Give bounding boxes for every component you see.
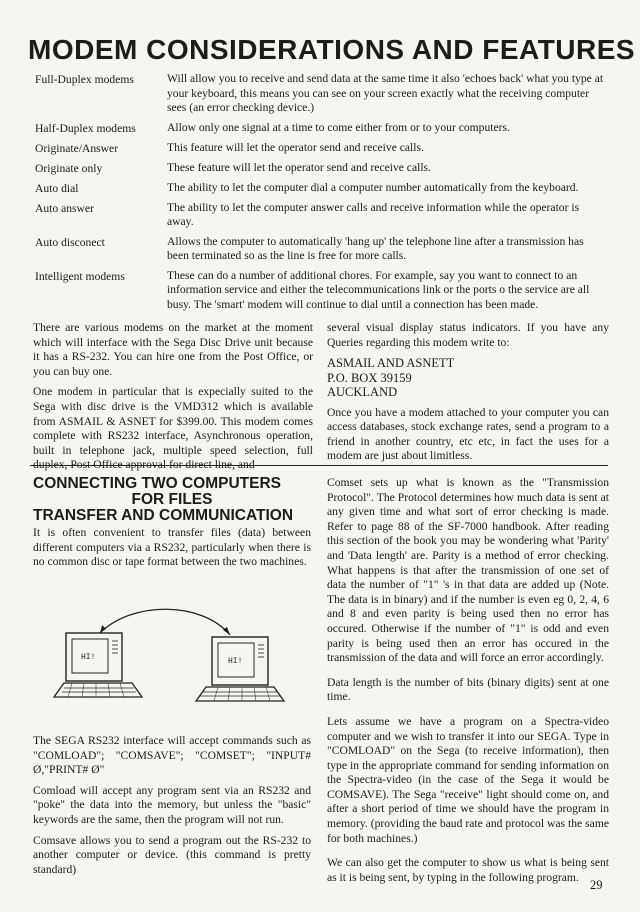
connection-arc	[100, 609, 230, 635]
feature-description: Will allow you to receive and send data at the same time it also 'echoes back' what you type at your keyboard, this means you can see on your screen exactly what the receiving computer sees (an error checking device.)	[167, 72, 604, 114]
feature-term: Auto dial	[35, 181, 79, 195]
feature-description: These feature will let the operator send and receive calls.	[167, 160, 431, 174]
section-intro	[33, 526, 311, 576]
lower-right-column	[327, 476, 609, 891]
feature-description: This feature will let the operator send and receive calls.	[167, 140, 424, 154]
feature-row	[35, 121, 607, 136]
features-table	[35, 72, 607, 317]
feature-term: Intelligent modems	[35, 269, 125, 283]
page-title: MODEM CONSIDERATIONS AND FEATURES	[28, 34, 636, 65]
computer-left-icon	[54, 633, 142, 697]
feature-row	[35, 72, 607, 116]
paragraph: One modem in particular that is expecially suited to the Sega with disc drive is the VMD312 which is available from ASMAIL & ASNET for $399.00. This modem comes complete with RS232 interface, Asynchronous operation, built in telephone jack, multiple speed selection, full duplex, Post Office approval for direct line, and	[33, 385, 313, 472]
paragraph: We can also get the computer to show us what is being sent as it is being sent, by typing in the following program.	[327, 856, 609, 884]
feature-description: These can do a number of additional chores. For example, say you want to connect to an information service and either the telecommunications link or the ports o the service are all busy. The 'smart' modem will continue to dial until a connection has been made.	[167, 268, 590, 311]
screen-text: HI!	[228, 657, 243, 666]
section-divider	[30, 465, 608, 466]
paragraph: The SEGA RS232 interface will accept commands such as "COMLOAD"; "COMSAVE"; "COMSET"; "INPUT# Ø,"PRINT# Ø"	[33, 734, 311, 777]
feature-description: The ability to let the computer answer calls and receive information while the operator is away.	[167, 200, 580, 228]
upper-left-column	[33, 321, 313, 479]
screen-text: HI!	[81, 653, 96, 662]
feature-term: Auto disconect	[35, 235, 105, 249]
lower-left-column	[33, 734, 311, 883]
feature-term: Full-Duplex modems	[35, 73, 134, 86]
section-title	[33, 476, 311, 524]
paragraph: Comset sets up what is known as the "Transmission Protocol". The Protocol determines how much data is sent at any given time and what sort of error checking is made. Refer to page 88 of the SF-7000 handbook. After reading this section of the book you may be wondering what 'Parity' and 'Data length' are. Parity is a method of error checking. What happens is that after the transmission of one set of data the number of "1" 's in that data are added up (Note. The data is in binary) and if the number is even eg 0, 2, 4, 6 and 8 and even parity is being used then no error has occured. Otherwise if the number of "1" is odd and even parity is being used then an error has occured in the transmission of the data and will force an error accordingly.	[327, 476, 609, 665]
feature-term: Originate only	[35, 161, 103, 175]
feature-term: Originate/Answer	[35, 141, 119, 155]
two-computers-illustration	[52, 605, 292, 710]
computer-right-icon	[196, 637, 284, 701]
feature-term: Auto answer	[35, 201, 94, 215]
section-title-line: FOR FILES	[131, 491, 213, 508]
feature-row	[35, 141, 607, 156]
upper-right-column	[327, 321, 609, 470]
section-title-line: TRANSFER AND COMMUNICATION	[33, 507, 294, 524]
mailing-address	[327, 356, 609, 400]
paragraph: several visual display status indicators. If you have any Queries regarding this modem write to:	[327, 321, 609, 349]
feature-row	[35, 161, 607, 176]
paragraph: There are various modems on the market at the moment which will interface with the Sega Disc Drive unit because it has a RS-232. You can hire one from the Post Office, or you can buy one.	[33, 321, 313, 378]
paragraph: Once you have a modem attached to your computer you can access databases, stock exchange rates, send a program to a friend in another country, etc etc, in fact the uses for a modem are just about limitless.	[327, 405, 609, 463]
section-title-line: CONNECTING TWO COMPUTERS	[33, 475, 281, 492]
address-line: AUCKLAND	[327, 385, 398, 400]
paragraph: Comsave allows you to send a program out the RS-232 to another computer or device. (this command is pretty standard)	[33, 833, 311, 876]
feature-description: The ability to let the computer dial a computer number automatically from the keyboard.	[167, 180, 579, 194]
arrow-head-left	[100, 625, 106, 633]
paragraph: Data length is the number of bits (binary digits) sent at one time.	[327, 675, 609, 704]
feature-row	[35, 201, 607, 230]
paragraph: Lets assume we have a program on a Spectra-video computer and we wish to transfer it into our SEGA. Type in "COMLOAD" on the Sega (to receive information), then type in the appropriate command for sending information on the Spectra-video (in the case of the Sega it would be COMSAVE). The Sega "receive" light should come on, and after a short period of time we should have the program in memory. (providing the baud rate and protocol was the same for both machines.)	[327, 714, 609, 845]
feature-row	[35, 269, 607, 313]
feature-row	[35, 181, 607, 196]
paragraph: Comload will accept any program sent via an RS232 and "poke" the data into the memory, but unless the "basic" keywords are the same, then the program will not run.	[33, 783, 311, 826]
feature-description: Allows the computer to automatically 'hang up' the telephone line after a transmission has been terminated so as the line is free for more calls.	[167, 234, 584, 262]
feature-row	[35, 235, 607, 264]
page-number: 29	[590, 878, 603, 892]
paragraph: It is often convenient to transfer files (data) between different computers via a RS232, particularly when there is no common disc or tape format between the two machines.	[33, 526, 311, 569]
address-line: P.O. BOX 39159	[327, 370, 412, 385]
feature-description: Allow only one signal at a time to come either from or to your computers.	[167, 120, 510, 134]
address-line: ASMAIL AND ASNETT	[327, 356, 455, 371]
feature-term: Half-Duplex modems	[35, 121, 136, 135]
